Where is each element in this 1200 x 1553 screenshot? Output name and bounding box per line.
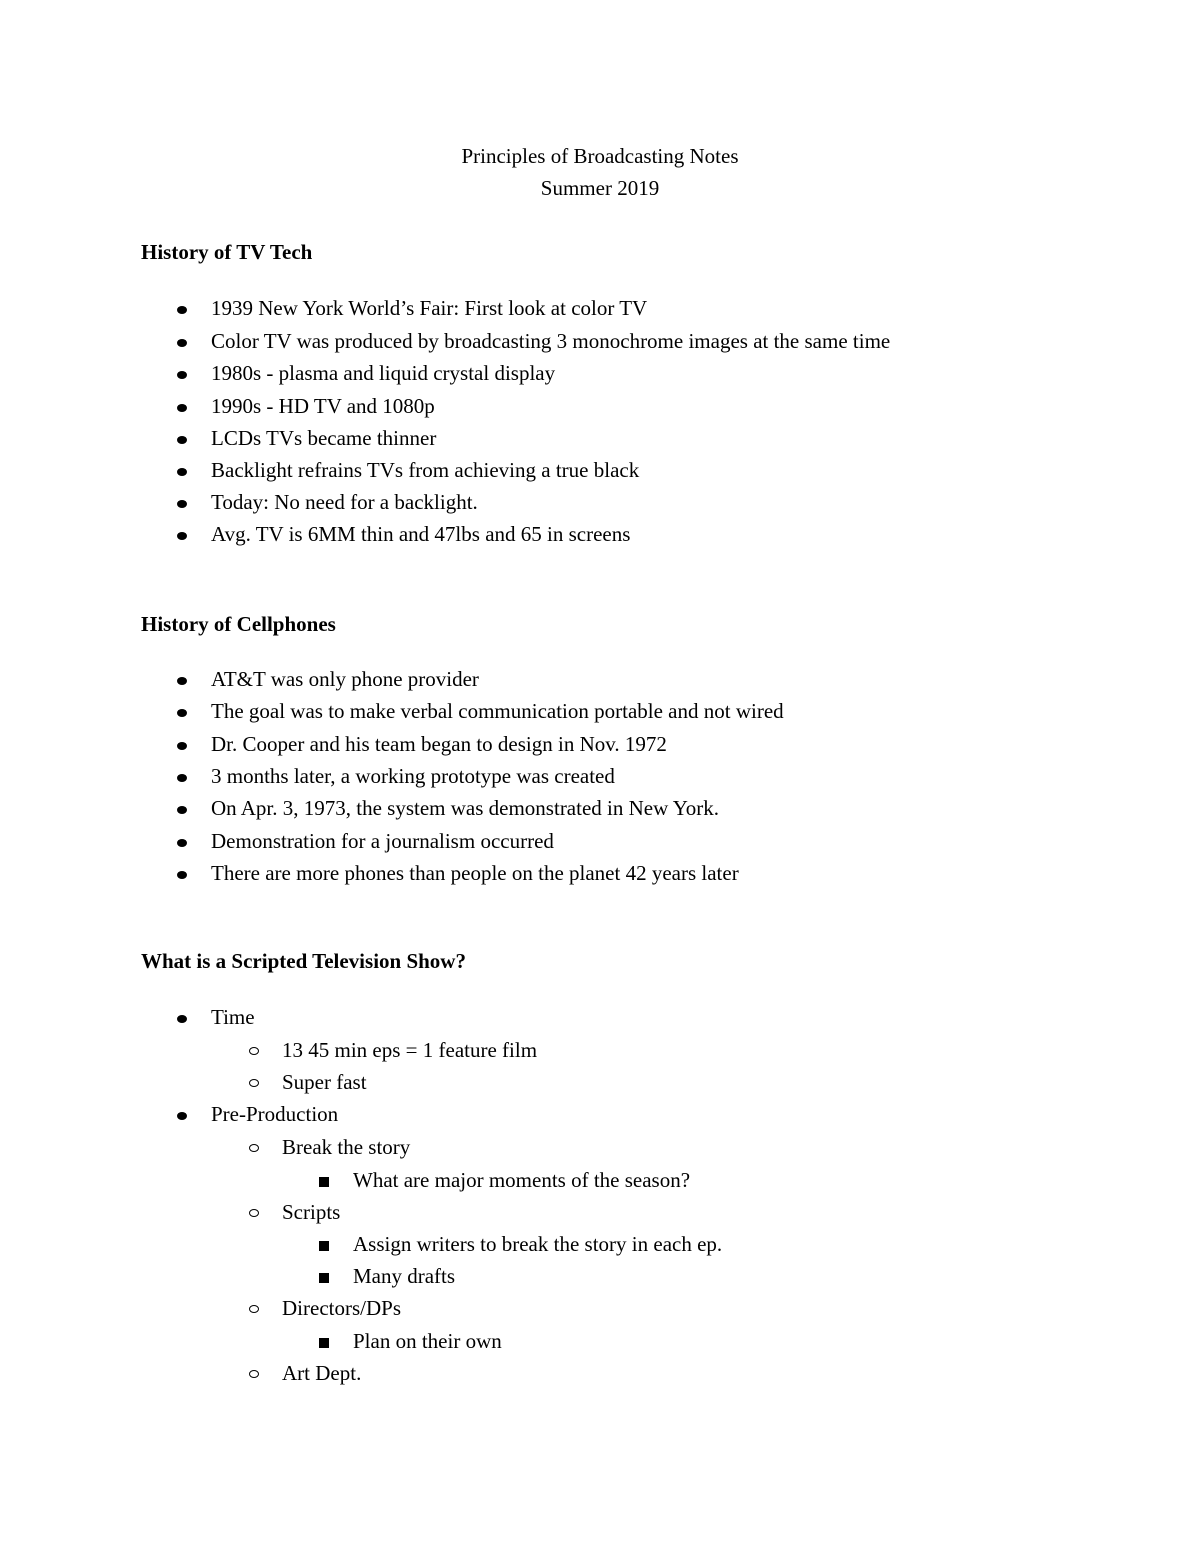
bullet-disc-icon	[177, 306, 187, 314]
bullet-square-icon	[319, 1241, 329, 1251]
list-item: AT&T was only phone provider	[211, 667, 479, 691]
bullet-disc-icon	[177, 1015, 187, 1023]
bullet-circle-icon	[249, 1305, 259, 1313]
list-item: What are major moments of the season?	[353, 1168, 690, 1192]
section-heading-scripted-tv: What is a Scripted Television Show?	[141, 949, 466, 973]
bullet-disc-icon	[177, 436, 187, 444]
document-subtitle: Summer 2019	[540, 176, 660, 200]
list-item: Pre-Production	[211, 1102, 338, 1126]
list-item: 3 months later, a working prototype was created	[211, 764, 615, 788]
list-item: The goal was to make verbal communication portable and not wired	[211, 699, 784, 723]
list-item: 1939 New York World’s Fair: First look at color TV	[211, 296, 647, 320]
bullet-disc-icon	[177, 871, 187, 879]
bullet-square-icon	[319, 1177, 329, 1187]
bullet-disc-icon	[177, 500, 187, 508]
bullet-disc-icon	[177, 468, 187, 476]
list-item: 13 45 min eps = 1 feature film	[282, 1038, 537, 1062]
list-item: Demonstration for a journalism occurred	[211, 829, 554, 853]
bullet-circle-icon	[249, 1144, 259, 1152]
bullet-disc-icon	[177, 371, 187, 379]
list-item: Time	[211, 1005, 255, 1029]
section-heading-cellphones: History of Cellphones	[141, 612, 336, 636]
list-item: Backlight refrains TVs from achieving a true black	[211, 458, 639, 482]
document-title: Principles of Broadcasting Notes	[461, 144, 739, 168]
list-item: Scripts	[282, 1200, 340, 1224]
bullet-circle-icon	[249, 1079, 259, 1087]
list-item: 1990s - HD TV and 1080p	[211, 394, 435, 418]
list-item: Many drafts	[353, 1264, 455, 1288]
bullet-disc-icon	[177, 677, 187, 685]
bullet-disc-icon	[177, 806, 187, 814]
bullet-circle-icon	[249, 1209, 259, 1217]
list-item: Color TV was produced by broadcasting 3 monochrome images at the same time	[211, 329, 890, 353]
bullet-disc-icon	[177, 1112, 187, 1120]
bullet-disc-icon	[177, 774, 187, 782]
bullet-square-icon	[319, 1273, 329, 1283]
bullet-disc-icon	[177, 839, 187, 847]
bullet-circle-icon	[249, 1047, 259, 1055]
list-item: LCDs TVs became thinner	[211, 426, 436, 450]
list-item: Break the story	[282, 1135, 410, 1159]
bullet-disc-icon	[177, 709, 187, 717]
bullet-disc-icon	[177, 339, 187, 347]
list-item: Dr. Cooper and his team began to design in Nov. 1972	[211, 732, 667, 756]
list-item: 1980s - plasma and liquid crystal display	[211, 361, 555, 385]
list-item: Assign writers to break the story in each ep.	[353, 1232, 722, 1256]
bullet-circle-icon	[249, 1370, 259, 1378]
list-item: There are more phones than people on the planet 42 years later	[211, 861, 739, 885]
list-item: Super fast	[282, 1070, 367, 1094]
list-item: Directors/DPs	[282, 1296, 401, 1320]
list-item: Art Dept.	[282, 1361, 361, 1385]
section-heading-tv-tech: History of TV Tech	[141, 240, 313, 264]
bullet-disc-icon	[177, 742, 187, 750]
list-item: Plan on their own	[353, 1329, 502, 1353]
list-item: On Apr. 3, 1973, the system was demonstrated in New York.	[211, 796, 719, 820]
list-item: Today: No need for a backlight.	[211, 490, 478, 514]
bullet-disc-icon	[177, 532, 187, 540]
bullet-square-icon	[319, 1338, 329, 1348]
list-item: Avg. TV is 6MM thin and 47lbs and 65 in screens	[211, 522, 630, 546]
bullet-disc-icon	[177, 404, 187, 412]
